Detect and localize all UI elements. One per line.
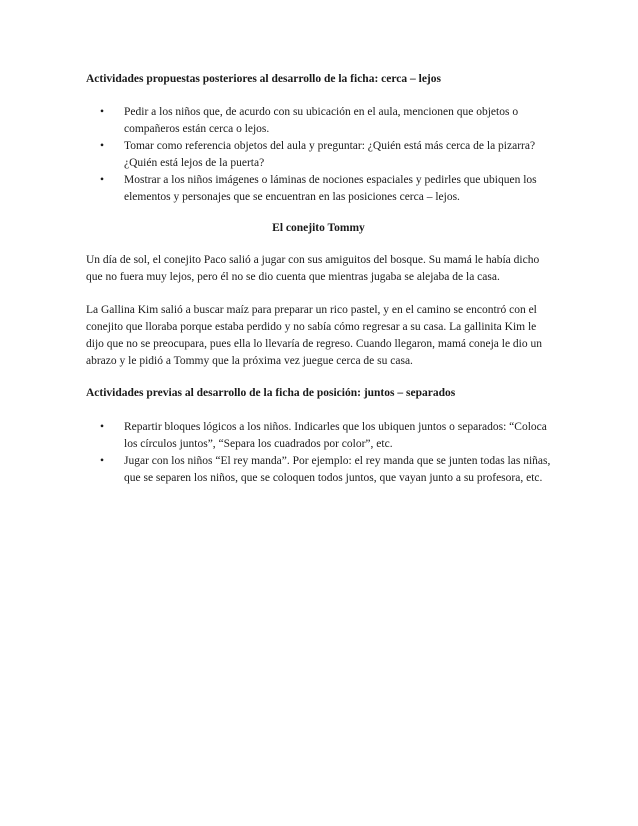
section-heading-cerca-lejos: Actividades propuestas posteriores al desarrollo de la ficha: cerca – lejos	[86, 73, 441, 85]
activities-list-cerca-lejos	[86, 104, 551, 206]
section-heading-juntos-separados: Actividades previas al desarrollo de la ficha de posición: juntos – separados	[86, 387, 456, 399]
list-item	[86, 104, 551, 138]
list-item	[86, 453, 551, 487]
document-page	[86, 71, 551, 487]
story-title: El conejito Tommy	[272, 222, 365, 234]
bullet-icon: •	[100, 140, 105, 152]
list-item	[86, 419, 551, 453]
story-paragraph: Un día de sol, el conejito Paco salió a jugar con sus amiguitos del bosque. Su mamá le había dicho que no fuera muy lejos, pero él no se dio cuenta que mientras jugaba se alejaba de la casa.	[86, 254, 540, 283]
list-item	[86, 172, 551, 206]
activities-list-juntos-separados	[86, 419, 551, 487]
bullet-icon: •	[100, 106, 105, 118]
bullet-icon: •	[100, 174, 105, 186]
bullet-icon: •	[100, 455, 105, 467]
story-paragraph: La Gallina Kim salió a buscar maíz para preparar un rico pastel, y en el camino se encontró con el conejito que lloraba porque estaba perdido y no sabía cómo regresar a su casa. La gallinita Kim le dijo que no se preocupara, pues ella lo llevaría de regreso. Cuando llegaron, mamá coneja le dio un abrazo y le pidió a Tommy que la próxima vez juegue cerca de su casa.	[86, 304, 543, 367]
bullet-icon: •	[100, 421, 105, 433]
list-item-text: Mostrar a los niños imágenes o láminas de nociones espaciales y pedirles que ubiquen los elementos y personajes que se encuentran en las posiciones cerca – lejos.	[124, 174, 537, 203]
list-item-text: Tomar como referencia objetos del aula y preguntar: ¿Quién está más cerca de la pizarra? ¿Quién está lejos de la puerta?	[124, 140, 536, 169]
list-item	[86, 138, 551, 172]
list-item-text: Pedir a los niños que, de acurdo con su ubicación en el aula, mencionen que objetos o compañeros están cerca o lejos.	[124, 106, 519, 135]
list-item-text: Repartir bloques lógicos a los niños. Indicarles que los ubiquen juntos o separados: “Coloca los círculos juntos”, “Separa los cuadrados por color”, etc.	[124, 421, 547, 450]
list-item-text: Jugar con los niños “El rey manda”. Por ejemplo: el rey manda que se junten todas las niñas, que se separen los niños, que se coloquen todos juntos, que vayan junto a su profesora, etc.	[124, 455, 551, 484]
